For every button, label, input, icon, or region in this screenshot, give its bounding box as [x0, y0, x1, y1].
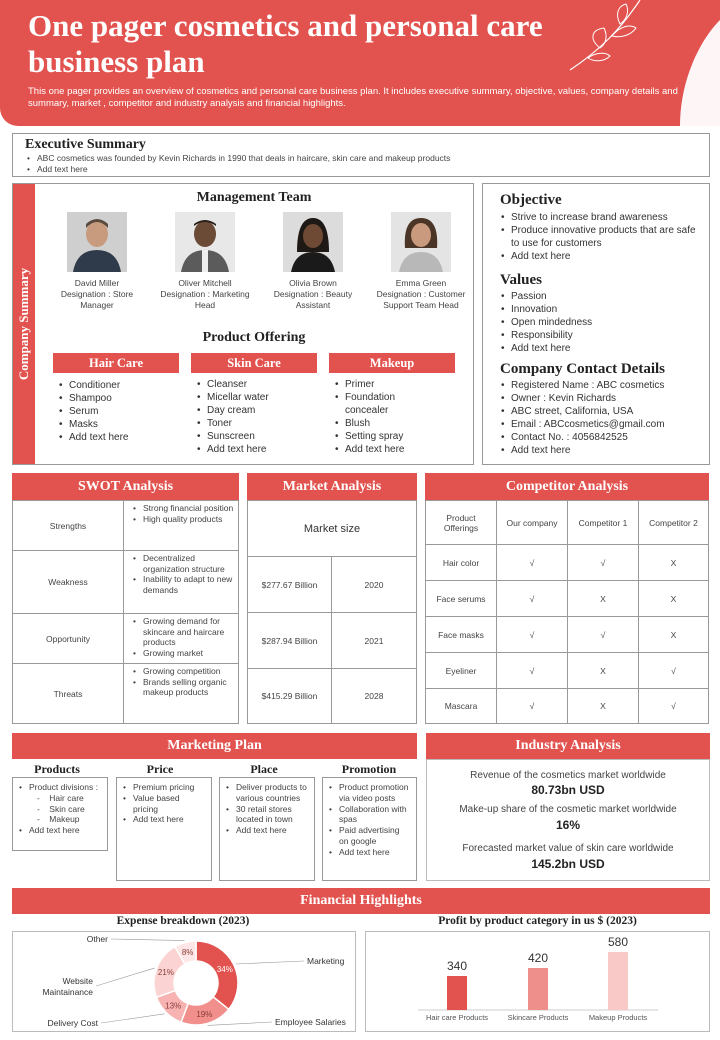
- competitor-cell: X: [638, 544, 709, 581]
- bar: [528, 968, 548, 1010]
- expense-chart-title: Expense breakdown (2023): [116, 915, 250, 927]
- sub-item: - Skin care: [37, 803, 85, 814]
- header-banner: [0, 0, 720, 126]
- objective-list: [499, 211, 699, 263]
- pie-category-label: Other: [86, 934, 108, 944]
- list-item: • Paid advertising on google: [327, 825, 410, 847]
- list-item: • Add text here: [499, 250, 699, 263]
- sub-item-label: Makeup: [49, 814, 80, 825]
- bar-category-label: Hair care Products: [425, 1013, 489, 1022]
- avatar: [391, 212, 451, 272]
- marketing-products-title: Products: [34, 762, 80, 776]
- marketing-place-box: [219, 777, 315, 881]
- sub-list: [29, 793, 101, 825]
- industry-stat-label: Forecasted market value of skin care worldwide: [462, 843, 674, 854]
- list-item: • Open mindedness: [499, 316, 699, 329]
- profit-bar-chart: [366, 932, 709, 1031]
- competitor-cell: Face masks: [425, 616, 497, 653]
- team-member-caption: [369, 278, 473, 311]
- industry-stat-value: 145.2bn USD: [531, 857, 605, 871]
- list-item: • ABC street, California, USA: [499, 405, 709, 418]
- market-size-header: Market size: [247, 500, 417, 557]
- bar: [447, 976, 467, 1010]
- industry-analysis-title: Industry Analysis: [426, 733, 710, 759]
- financial-highlights-title: Financial Highlights: [12, 888, 710, 914]
- competitor-header-cell: Competitor 2: [638, 500, 709, 545]
- bar-value-label: 580: [607, 935, 629, 949]
- pie-leader-line: [236, 961, 304, 964]
- industry-stat-label: Revenue of the cosmetics market worldwide: [470, 770, 666, 781]
- expense-chart-box: [12, 931, 356, 1032]
- pie-category-label: Delivery Cost: [47, 1018, 98, 1028]
- marketing-products-box: [12, 777, 108, 851]
- swot-label-threats: Threats: [12, 663, 124, 724]
- marketing-price-list: [121, 782, 205, 825]
- team-member-name: Emma Green: [395, 278, 447, 288]
- list-item: • Collaboration with spas: [327, 804, 410, 826]
- pie-leader-line: [208, 1022, 272, 1025]
- list-item: • Cleanser: [195, 378, 317, 391]
- competitor-cell: √: [496, 652, 568, 689]
- list-item: • Conditioner: [57, 379, 177, 392]
- pie-category-label: Marketing: [307, 956, 345, 966]
- team-member-designation: Designation : Beauty Assistant: [273, 289, 353, 310]
- list-item: • Micellar water: [195, 391, 317, 404]
- list-item: • Email : ABCcosmetics@gmail.com: [499, 418, 709, 431]
- market-analysis-title: Market Analysis: [247, 473, 417, 500]
- team-member-caption: [45, 278, 149, 311]
- avatar: [175, 212, 235, 272]
- pie-slice-label: 34%: [216, 965, 233, 975]
- contact-list: [499, 379, 709, 457]
- list-item: • Decentralized organization structure: [131, 553, 235, 574]
- list-item: • Growing market: [131, 648, 235, 659]
- team-member-name: David Miller: [74, 278, 120, 288]
- list-item: • Add text here: [17, 825, 101, 836]
- pie-slice-label: 21%: [157, 968, 174, 978]
- marketing-promotion-title: Promotion: [341, 762, 397, 776]
- marketing-price-title: Price: [146, 762, 174, 776]
- competitor-cell: √: [496, 616, 568, 653]
- management-team-title: Management Team: [196, 190, 312, 205]
- market-value: $287.94 Billion: [247, 612, 332, 669]
- list-item: • Strive to increase brand awareness: [499, 211, 699, 224]
- values-list: [499, 290, 699, 355]
- product-skin-care-header: Skin Care: [191, 353, 317, 373]
- makeup-list: [333, 378, 433, 456]
- competitor-cell: X: [567, 688, 639, 724]
- market-year: 2020: [331, 556, 417, 613]
- company-summary-label: Company Summary: [16, 267, 31, 381]
- pie-slice-label: 8%: [181, 948, 194, 958]
- list-item: • Deliver products to various countries: [224, 782, 308, 804]
- avatar: [283, 212, 343, 272]
- pie-slice-label: 13%: [165, 1001, 182, 1011]
- competitor-cell: √: [638, 688, 709, 724]
- market-year: 2021: [331, 612, 417, 669]
- list-item: • Add text here: [57, 431, 177, 444]
- list-item: • Masks: [57, 418, 177, 431]
- list-item: • Add text here: [224, 825, 308, 836]
- bar-value-label: 420: [527, 951, 549, 965]
- list-item: • Innovation: [499, 303, 699, 316]
- competitor-cell: X: [638, 580, 709, 617]
- skin-care-list: [195, 378, 317, 456]
- list-item: • Owner : Kevin Richards: [499, 392, 709, 405]
- bar-category-label: Makeup Products: [588, 1013, 648, 1022]
- competitor-cell: Face serums: [425, 580, 497, 617]
- products-divisions-label: Product divisions :: [29, 782, 98, 792]
- executive-summary-list: [25, 153, 450, 175]
- swot-label-opportunity: Opportunity: [12, 613, 124, 664]
- marketing-products-list: [17, 782, 101, 836]
- team-member-designation: Designation : Customer Support Team Head: [376, 289, 466, 310]
- expense-pie-chart: [13, 932, 355, 1031]
- swot-threats-list: [131, 666, 235, 698]
- list-item: • Blush: [333, 417, 433, 430]
- swot-weakness-list: [131, 553, 235, 595]
- team-member-caption: [261, 278, 365, 311]
- marketing-place-list: [224, 782, 308, 836]
- list-item: • Add text here: [333, 443, 433, 456]
- competitor-cell: X: [567, 580, 639, 617]
- executive-summary-box: [12, 133, 710, 177]
- competitor-cell: √: [638, 652, 709, 689]
- executive-summary-title: Executive Summary: [25, 137, 146, 152]
- profit-chart-title: Profit by product category in us $ (2023): [438, 915, 637, 927]
- marketing-place-title: Place: [250, 762, 278, 776]
- industry-stat-value: 80.73bn USD: [531, 783, 605, 797]
- competitor-analysis-title: Competitor Analysis: [425, 473, 709, 500]
- pie-category-label: Maintainance: [42, 987, 93, 997]
- list-item: • Sunscreen: [195, 430, 317, 443]
- list-item: • Brands selling organic makeup products: [131, 677, 235, 698]
- competitor-cell: √: [496, 544, 568, 581]
- competitor-cell: Eyeliner: [425, 652, 497, 689]
- list-item: • Registered Name : ABC cosmetics: [499, 379, 709, 392]
- list-item: • Contact No. : 4056842525: [499, 431, 709, 444]
- list-item: • Add text here: [25, 164, 450, 175]
- competitor-header-cell: Our company: [496, 500, 568, 545]
- list-item: • Product promotion via video posts: [327, 782, 410, 804]
- list-item: • Add text here: [327, 847, 410, 858]
- pie-leader-line: [101, 1014, 165, 1023]
- list-item: • Setting spray: [333, 430, 433, 443]
- pie-slice-label: 19%: [196, 1009, 213, 1019]
- list-item: [17, 782, 101, 825]
- objective-values-contact-box: [482, 183, 710, 465]
- list-item: • 30 retail stores located in town: [224, 804, 308, 826]
- list-item: • Premium pricing: [121, 782, 205, 793]
- competitor-header-cell: Competitor 1: [567, 500, 639, 545]
- market-year: 2028: [331, 668, 417, 724]
- list-item: • Growing competition: [131, 666, 235, 677]
- avatar: [67, 212, 127, 272]
- values-title: Values: [500, 272, 542, 288]
- swot-label-strengths: Strengths: [12, 500, 124, 551]
- list-item: • Value based pricing: [121, 793, 205, 815]
- team-member-designation: Designation : Store Manager: [60, 289, 134, 310]
- list-item: • High quality products: [131, 514, 235, 525]
- list-item: • Shampoo: [57, 392, 177, 405]
- sub-item-label: Hair care: [49, 792, 84, 803]
- product-hair-care-header: Hair Care: [53, 353, 179, 373]
- competitor-cell: √: [567, 544, 639, 581]
- list-item: • Strong financial position: [131, 503, 235, 514]
- list-item: • Growing demand for skincare and haircare products: [131, 616, 235, 648]
- swot-opportunity-list: [131, 616, 235, 658]
- market-value: $415.29 Billion: [247, 668, 332, 724]
- list-item: • ABC cosmetics was founded by Kevin Richards in 1990 that deals in haircare, skin care and makeup products: [25, 153, 450, 164]
- marketing-promotion-box: [322, 777, 417, 881]
- list-item: • Primer: [333, 378, 433, 391]
- marketing-price-box: [116, 777, 212, 881]
- bar: [608, 952, 628, 1010]
- market-value: $277.67 Billion: [247, 556, 332, 613]
- sub-item-label: Skin care: [49, 803, 85, 814]
- hair-care-list: [57, 379, 177, 444]
- contact-title: Company Contact Details: [500, 361, 665, 377]
- list-item: • Add text here: [499, 444, 709, 457]
- company-summary-box: [12, 183, 474, 465]
- bar-category-label: Skincare Products: [507, 1013, 569, 1022]
- team-member-designation: Designation : Marketing Head: [160, 289, 250, 310]
- team-member-caption: [153, 278, 257, 311]
- list-item: • Produce innovative products that are safe to use for customers: [499, 224, 699, 250]
- pie-category-label: Employee Salaries: [275, 1017, 346, 1027]
- pie-category-label: Website: [62, 976, 93, 986]
- sub-item: - Hair care: [37, 792, 84, 803]
- swot-strengths-list: [131, 503, 235, 524]
- competitor-cell: Mascara: [425, 688, 497, 724]
- list-item: • Inability to adapt to new demands: [131, 574, 235, 595]
- industry-stat-label: Make-up share of the cosmetic market worldwide: [459, 804, 677, 815]
- list-item: • Toner: [195, 417, 317, 430]
- product-makeup-header: Makeup: [329, 353, 455, 373]
- page-description: This one pager provides an overview of cosmetics and personal care business plan. It includes executive summary, objective, values, company details and summary, market , competitor and industry analysis and financial highlights.: [28, 86, 678, 109]
- list-item: • Foundation concealer: [333, 391, 433, 417]
- list-item: • Serum: [57, 405, 177, 418]
- sub-item: - Makeup: [37, 814, 80, 825]
- list-item: • Day cream: [195, 404, 317, 417]
- competitor-header-cell: Product Offerings: [425, 500, 497, 545]
- swot-title: SWOT Analysis: [12, 473, 239, 500]
- marketing-promotion-list: [327, 782, 410, 858]
- competitor-cell: √: [567, 616, 639, 653]
- team-member-name: Olivia Brown: [289, 278, 337, 288]
- competitor-cell: √: [496, 688, 568, 724]
- marketing-plan-title: Marketing Plan: [12, 733, 417, 759]
- list-item: • Add text here: [195, 443, 317, 456]
- bar-value-label: 340: [446, 959, 468, 973]
- list-item: • Add text here: [121, 814, 205, 825]
- competitor-cell: Hair color: [425, 544, 497, 581]
- list-item: • Responsibility: [499, 329, 699, 342]
- page-title: One pager cosmetics and personal care business plan: [28, 8, 543, 79]
- profit-chart-box: [365, 931, 710, 1032]
- competitor-cell: X: [567, 652, 639, 689]
- competitor-cell: √: [496, 580, 568, 617]
- product-offering-title: Product Offering: [202, 330, 306, 345]
- pie-leader-line: [96, 968, 155, 986]
- list-item: • Passion: [499, 290, 699, 303]
- industry-stat-value: 16%: [555, 818, 581, 832]
- objective-title: Objective: [500, 192, 562, 208]
- leaf-decoration-icon: [560, 0, 720, 126]
- competitor-cell: X: [638, 616, 709, 653]
- team-member-name: Oliver Mitchell: [178, 278, 232, 288]
- pie-leader-line: [111, 939, 184, 941]
- swot-label-weakness: Weakness: [12, 550, 124, 614]
- list-item: • Add text here: [499, 342, 699, 355]
